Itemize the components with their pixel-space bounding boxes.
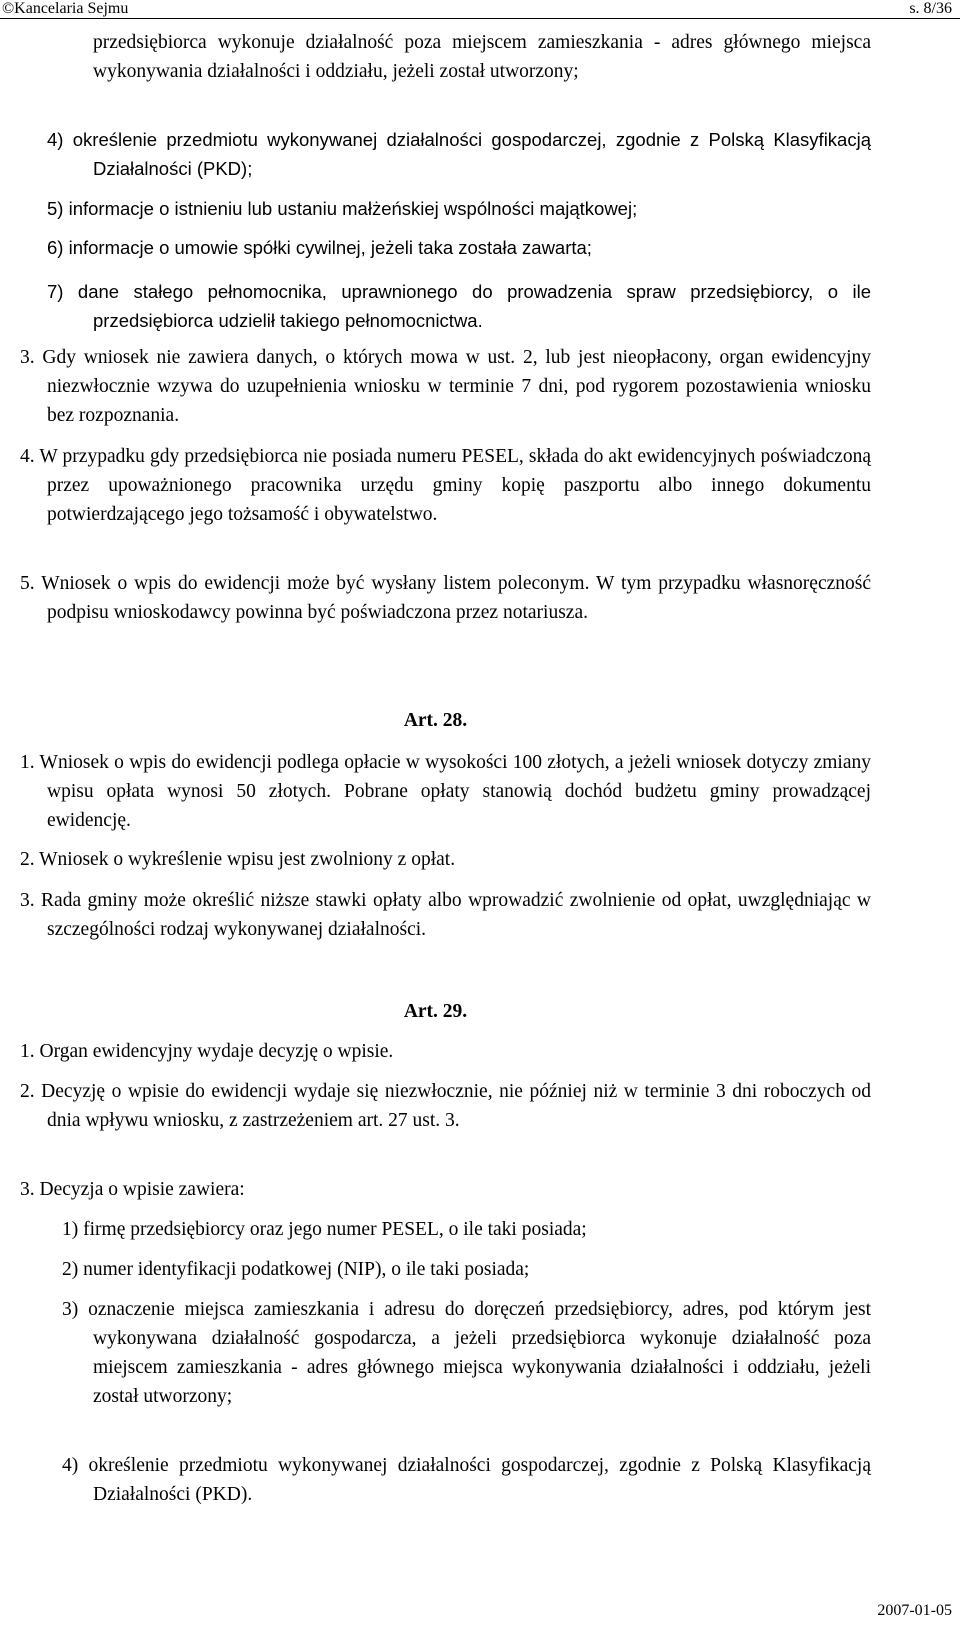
list-item-5: 5) informacje o istnieniu lub ustaniu małżeńskiej wspólności majątkowej; (47, 198, 638, 219)
art27-paragraph-5: 5. Wniosek o wpis do ewidencji może być wysłany listem poleconym. W tym przypadku własnoręczność podpisu wnioskodawcy powinna być poświadczona przez notariusza. (20, 573, 871, 623)
art28-paragraph-3: 3. Rada gminy może określić niższe stawki opłaty albo wprowadzić zwolnienie od opłat, uwzględniając w szczególności rodzaj wykonywanej działalności. (20, 890, 871, 940)
art27-paragraph-3: 3. Gdy wniosek nie zawiera danych, o których mowa w ust. 2, lub jest nieopłacony, organ ewidencyjny niezwłocznie wzywa do uzupełnienia wniosku w terminie 7 dni, pod rygorem pozostawienia wniosku bez rozpoznania. (20, 347, 871, 426)
decision-item-1: 1) firmę przedsiębiorcy oraz jego numer PESEL, o ile taki posiada; (62, 1219, 587, 1240)
art28-paragraph-1: 1. Wniosek o wpis do ewidencji podlega opłacie w wysokości 100 złotych, a jeżeli wniosek dotyczy zmiany wpisu opłata wynosi 50 złotych. Pobrane opłaty stanowią dochód budżetu gminy prowadzącej ewidencję. (20, 752, 871, 831)
list-item-7: 7) dane stałego pełnomocnika, uprawnionego do prowadzenia spraw przedsiębiorcy, o ile przedsiębiorca udzielił takiego pełnomocnictwa. (47, 281, 871, 331)
art27-paragraph-4: 4. W przypadku gdy przedsiębiorca nie posiada numeru PESEL, składa do akt ewidencyjnych poświadczoną przez upoważnionego pracownika urzędu gminy kopię paszportu albo innego dokumentu potwierdzającego jego tożsamość i obywatelstwo. (20, 446, 871, 525)
continuation-text: przedsiębiorca wykonuje działalność poza miejscem zamieszkania - adres głównego miejsca wykonywania działalności i oddziału, jeżeli został utworzony; (93, 32, 871, 82)
list-item-4: 4) określenie przedmiotu wykonywanej działalności gospodarczej, zgodnie z Polską Klasyfikacją Działalności (PKD); (47, 129, 871, 179)
decision-item-3: 3) oznaczenie miejsca zamieszkania i adresu do doręczeń przedsiębiorcy, adres, pod którym jest wykonywana działalność gospodarcza, a jeżeli przedsiębiorca wykonuje działalność poza miejscem zamieszkania - adres głównego miejsca wykonywania działalności i oddziału, jeżeli został utworzony; (62, 1299, 871, 1407)
list-item-6: 6) informacje o umowie spółki cywilnej, jeżeli taka została zawarta; (47, 237, 592, 258)
page-number: s. 8/36 (909, 0, 952, 17)
article-28-heading: Art. 28. (403, 710, 468, 731)
art29-paragraph-1: 1. Organ ewidencyjny wydaje decyzję o wpisie. (20, 1041, 394, 1062)
document-date: 2007-01-05 (877, 1602, 952, 1619)
article-29-heading: Art. 29. (403, 1001, 468, 1022)
header-divider (0, 18, 960, 19)
page-header (0, 0, 960, 20)
decision-item-2: 2) numer identyfikacji podatkowej (NIP), o ile taki posiada; (62, 1259, 530, 1280)
art29-paragraph-2: 2. Decyzję o wpisie do ewidencji wydaje się niezwłocznie, nie później niż w terminie 3 dni roboczych od dnia wpływu wniosku, z zastrzeżeniem art. 27 ust. 3. (20, 1081, 871, 1131)
art28-paragraph-2: 2. Wniosek o wykreślenie wpisu jest zwolniony z opłat. (20, 849, 456, 870)
art29-paragraph-3: 3. Decyzja o wpisie zawiera: (20, 1179, 245, 1200)
copyright-label: ©Kancelaria Sejmu (2, 0, 129, 17)
decision-item-4: 4) określenie przedmiotu wykonywanej działalności gospodarczej, zgodnie z Polską Klasyfikacją Działalności (PKD). (62, 1455, 871, 1505)
